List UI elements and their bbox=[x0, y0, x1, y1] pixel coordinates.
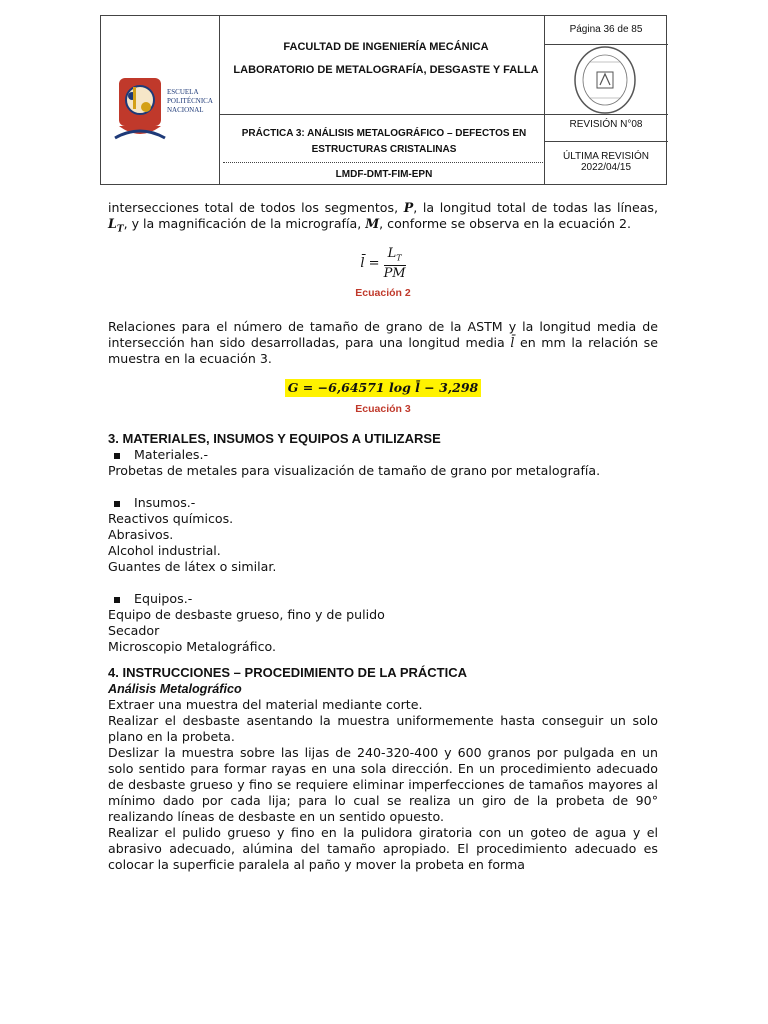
header-divider bbox=[544, 141, 668, 142]
dotted-divider bbox=[223, 162, 545, 163]
logo-text-line: ESCUELA bbox=[167, 88, 199, 96]
symbol-m: M bbox=[365, 216, 380, 231]
procedure-paragraph: Extraer una muestra del material mediante corte. bbox=[108, 697, 423, 713]
text-run: en mm la relación se muestra en la ecuación 3. bbox=[108, 335, 658, 367]
last-revision-date: 2022/04/15 bbox=[580, 162, 632, 173]
bullet-icon bbox=[114, 453, 120, 459]
equipos-label: Equipos.- bbox=[134, 591, 193, 607]
document-body bbox=[108, 200, 658, 873]
insumo-item: Alcohol industrial. bbox=[108, 543, 221, 559]
document-code: LMDF-DMT-FIM-EPN bbox=[335, 169, 433, 180]
section-3-title: 3. MATERIALES, INSUMOS Y EQUIPOS A UTILIZARSE bbox=[108, 431, 441, 447]
faculty-name: FACULTAD DE INGENIERÍA MECÁNICA bbox=[283, 41, 489, 53]
insumos-label: Insumos.- bbox=[134, 495, 196, 511]
procedure-paragraph: Deslizar la muestra sobre las lijas de 240-320-400 y 600 granos por pulgada en un solo sentido para formar rayas en una sola dirección. En un procedimiento adecuado de desbaste grueso y fino se requiere eliminar imperfecciones de tamaños mayores al mínimo dado por cada lija; para lo cual se realiza un giro de la probeta de 90° realizando líneas de desbaste en un sentido opuesto. bbox=[108, 745, 658, 825]
eq2-fraction bbox=[384, 246, 406, 282]
equipo-item: Secador bbox=[108, 623, 160, 639]
eq2-lhs: l̄ = bbox=[360, 255, 380, 271]
equipos-bullet bbox=[108, 591, 658, 607]
equipo-item: Microscopio Metalográfico. bbox=[108, 639, 276, 655]
document-header bbox=[100, 15, 667, 185]
section-4-title: 4. INSTRUCCIONES – PROCEDIMIENTO DE LA PRÁCTICA bbox=[108, 665, 467, 681]
eq2-numerator-sub: T bbox=[396, 253, 402, 263]
logo-text-line: POLITÉCNICA bbox=[167, 97, 213, 105]
bullet-icon bbox=[114, 501, 120, 507]
equation-3-caption: Ecuación 3 bbox=[355, 403, 411, 416]
text-run: , conforme se observa en la ecuación 2. bbox=[379, 216, 632, 231]
equation-3 bbox=[108, 379, 658, 397]
text-run: , y la magnificación de la micrografía, bbox=[123, 216, 366, 231]
insumo-item: Guantes de látex o similar. bbox=[108, 559, 277, 575]
symbol-lt-sub: T bbox=[116, 224, 124, 235]
epn-logo bbox=[101, 16, 219, 184]
insumos-bullet bbox=[108, 495, 658, 511]
materials-label: Materiales.- bbox=[134, 447, 209, 463]
logo-text-line: NACIONAL bbox=[167, 106, 204, 114]
page-number: Página 36 de 85 bbox=[569, 24, 643, 35]
header-title bbox=[231, 36, 541, 80]
revision-number: REVISIÓN N°08 bbox=[569, 119, 643, 130]
symbol-lt: L bbox=[108, 216, 117, 231]
astm-paragraph bbox=[108, 319, 658, 367]
insumo-item: Reactivos químicos. bbox=[108, 511, 234, 527]
section-4-subtitle: Análisis Metalográfico bbox=[108, 682, 242, 697]
last-revision-label: ÚLTIMA REVISIÓN bbox=[563, 151, 649, 162]
eq2-denominator: PM bbox=[383, 266, 406, 282]
text-run: Relaciones para el número de tamaño de grano de la ASTM y la longitud media de intersección han sido desarrolladas, para una longitud media bbox=[108, 319, 658, 351]
eq3-formula: G = −6,64571 log l̄ − 3,298 bbox=[285, 379, 481, 397]
last-revision bbox=[544, 151, 668, 173]
bullet-icon bbox=[114, 597, 120, 603]
intro-paragraph bbox=[108, 200, 658, 238]
equation-2-caption: Ecuación 2 bbox=[355, 287, 411, 300]
materials-bullet bbox=[108, 447, 658, 463]
lab-name: LABORATORIO DE METALOGRAFÍA, DESGASTE Y FALLA bbox=[233, 64, 539, 76]
practice-title: PRÁCTICA 3: ANÁLISIS METALOGRÁFICO – DEFECTOS EN ESTRUCTURAS CRISTALINAS bbox=[241, 128, 527, 155]
equipo-item: Equipo de desbaste grueso, fino y de pulido bbox=[108, 607, 385, 623]
symbol-p: P bbox=[403, 200, 414, 215]
materials-text: Probetas de metales para visualización de tamaño de grano por metalografía. bbox=[108, 463, 601, 479]
procedure-paragraph: Realizar el pulido grueso y fino en la pulidora giratoria con un goteo de agua y el abrasivo adecuado, alúmina del tamaño apropiado. El procedimiento adecuado es colocar la superficie paralela al paño y mover la probeta en forma bbox=[108, 825, 658, 873]
eq2-numerator: L bbox=[387, 245, 397, 261]
lab-seal-icon bbox=[559, 44, 651, 116]
insumo-item: Abrasivos. bbox=[108, 527, 174, 543]
text-run: , la longitud total de todas las líneas, bbox=[413, 200, 658, 215]
procedure-paragraph: Realizar el desbaste asentando la muestra uniformemente hasta conseguir un solo plano en la probeta. bbox=[108, 713, 658, 745]
header-divider bbox=[219, 16, 220, 184]
symbol-lbar: l̄ bbox=[510, 335, 515, 351]
equation-2 bbox=[108, 246, 658, 282]
text-run: intersecciones total de todos los segmentos, bbox=[108, 200, 404, 215]
